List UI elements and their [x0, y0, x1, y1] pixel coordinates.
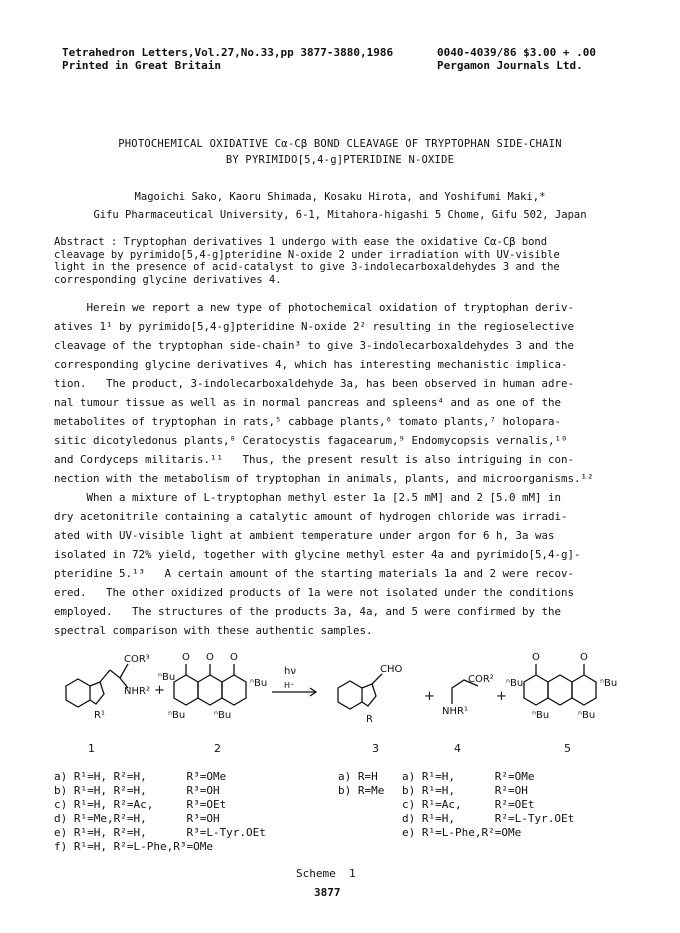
legend-row: a) R¹=H, R²=OMe [402, 770, 535, 783]
arrow-hv-label: hν [284, 666, 296, 677]
journal-citation: Tetrahedron Letters,Vol.27,No.33,pp 3877-3880,1986 [62, 46, 394, 59]
body-line: pteridine 5.¹³ A certain amount of the starting materials 1a and 2 were recov- [54, 567, 575, 580]
compound-number-3: 3 [372, 742, 379, 755]
body-text [54, 298, 594, 640]
body-line: isolated in 72% yield, together with glycine methyl ester 4a and pyrimido[5,4-g]- [54, 548, 581, 561]
body-line: ered. The other oxidized products of 1a were not isolated under the conditions [54, 586, 575, 599]
r-label: R [366, 714, 373, 725]
nbu-label: ⁿBu [506, 678, 524, 689]
legend-compound-1 [54, 770, 266, 854]
nbu-label: ⁿBu [578, 710, 596, 721]
nbu-label: ⁿBu [600, 678, 618, 689]
plus-sign: + [154, 683, 165, 698]
nbu-label: ⁿBu [168, 710, 186, 721]
nbu-label: ⁿBu [250, 678, 268, 689]
body-line: tion. The product, 3-indolecarboxaldehyde 3a, has been observed in human adre- [54, 377, 575, 390]
legend-row: d) R¹=Me,R²=H, R³=OH [54, 812, 220, 825]
legend-row: f) R¹=H, R²=L-Phe,R³=OMe [54, 840, 213, 853]
reaction-scheme [54, 648, 634, 768]
pteridine-structure-5 [524, 664, 596, 705]
paper-title-line2: BY PYRIMIDO[5,4-g]PTERIDINE N-OXIDE [225, 154, 455, 166]
legend-row: e) R¹=H, R²=H, R³=L-Tyr.OEt [54, 826, 266, 839]
legend-compound-3 [338, 770, 384, 798]
legend-compound-4 [402, 770, 574, 840]
compound-number-5: 5 [564, 742, 571, 755]
nbu-label: ⁿBu [158, 672, 176, 683]
nbu-label: ⁿBu [532, 710, 550, 721]
abstract-line: corresponding glycine derivatives 4. [54, 273, 282, 286]
body-line: nal tumour tissue as well as in normal pancreas and spleens⁴ and as one of the [54, 396, 562, 409]
abstract-line: light in the presence of acid-catalyst to give 3-indolecarboxaldehydes 3 and the [54, 261, 560, 273]
affiliation: Gifu Pharmaceutical University, 6-1, Mitahora-higashi 5 Chome, Gifu 502, Japan [93, 209, 587, 221]
legend-row: c) R¹=Ac, R²=OEt [402, 798, 535, 811]
legend-row: c) R¹=H, R²=Ac, R³=OEt [54, 798, 227, 811]
oxygen-label: O [532, 652, 540, 663]
oxygen-label: O [206, 652, 214, 663]
legend-row: a) R=H [338, 770, 378, 783]
legend-row: d) R¹=H, R²=L-Tyr.OEt [402, 812, 575, 825]
plus-sign: + [424, 689, 435, 704]
cho-label: CHO [380, 664, 403, 675]
plus-sign: + [496, 689, 507, 704]
legend-row: b) R=Me [338, 784, 385, 797]
printed-in: Printed in Great Britain [62, 59, 221, 72]
abstract [54, 236, 560, 286]
pteridine-structure-2 [174, 664, 246, 705]
compound-number-2: 2 [214, 742, 221, 755]
oxygen-label: O [230, 652, 238, 663]
body-line: When a mixture of L-tryptophan methyl ester 1a [2.5 mM] and 2 [5.0 mM] in [54, 491, 562, 504]
body-line: and Cordyceps militaris.¹¹ Thus, the present result is also intriguing in con- [54, 453, 575, 466]
nhr2-label: NHR² [124, 686, 150, 697]
body-line: dry acetonitrile containing a catalytic amount of hydrogen chloride was irradi- [54, 510, 568, 523]
page-number: 3877 [314, 886, 341, 899]
price-code: 0040-4039/86 $3.00 + .00 [437, 46, 596, 59]
oxygen-label: O [182, 652, 190, 663]
body-line: employed. The structures of the products 3a, 4a, and 5 were confirmed by the [54, 605, 562, 618]
abstract-line: Abstract : Tryptophan derivatives 1 undergo with ease the oxidative Cα-Cβ bond [54, 236, 548, 248]
authors: Magoichi Sako, Kaoru Shimada, Kosaku Hirota, and Yoshifumi Maki,* [134, 191, 546, 203]
legend-row: e) R¹=L-Phe,R²=OMe [402, 826, 522, 839]
nhr1-label: NHR¹ [442, 706, 468, 717]
body-line: cleavage of the tryptophan side-chain³ to give 3-indolecarboxaldehydes 3 and the [54, 339, 575, 352]
body-line: atives 1¹ by pyrimido[5,4-g]pteridine N-oxide 2² resulting in the regioselective [54, 320, 575, 333]
nbu-label: ⁿBu [214, 710, 232, 721]
arrow-acid-label: H⁺ [284, 681, 295, 690]
legend-row: b) R¹=H, R²=OH [402, 784, 528, 797]
legend-row: b) R¹=H, R²=H, R³=OH [54, 784, 220, 797]
abstract-line: cleavage by pyrimido[5,4-g]pteridine N-oxide 2 under irradiation with UV-visible [54, 248, 560, 261]
body-line: ated with UV-visible light at ambient temperature under argon for 6 h, 3a was [54, 529, 555, 542]
cor3-label: COR³ [124, 654, 150, 665]
scheme-caption: Scheme 1 [296, 867, 356, 880]
indole-structure-1 [66, 664, 128, 707]
publisher: Pergamon Journals Ltd. [437, 59, 583, 72]
cor2-label: COR² [468, 674, 494, 685]
body-line: metabolites of tryptophan in rats,⁵ cabbage plants,⁶ tomato plants,⁷ holopara- [54, 415, 562, 428]
body-line: nection with the metabolism of tryptophan in animals, plants, and microorganisms.¹² [54, 472, 594, 485]
body-line: corresponding glycine derivatives 4, which has interesting mechanistic implica- [54, 358, 568, 371]
legend-row: a) R¹=H, R²=H, R³=OMe [54, 770, 227, 783]
compound-number-4: 4 [454, 742, 461, 755]
r1-label: R¹ [94, 710, 105, 721]
paper-title-line1: PHOTOCHEMICAL OXIDATIVE Cα-Cβ BOND CLEAVAGE OF TRYPTOPHAN SIDE-CHAIN [118, 138, 562, 150]
body-line: Herein we report a new type of photochemical oxidation of tryptophan deriv- [54, 301, 575, 314]
oxygen-label: O [580, 652, 588, 663]
indole-aldehyde-structure-3 [338, 674, 382, 709]
compound-number-1: 1 [88, 742, 95, 755]
body-line: spectral comparison with these authentic samples. [54, 624, 373, 637]
body-line: sitic dicotyledonus plants,⁸ Ceratocystis fagacearum,⁹ Endomycopsis vernalis,¹⁰ [54, 434, 568, 447]
